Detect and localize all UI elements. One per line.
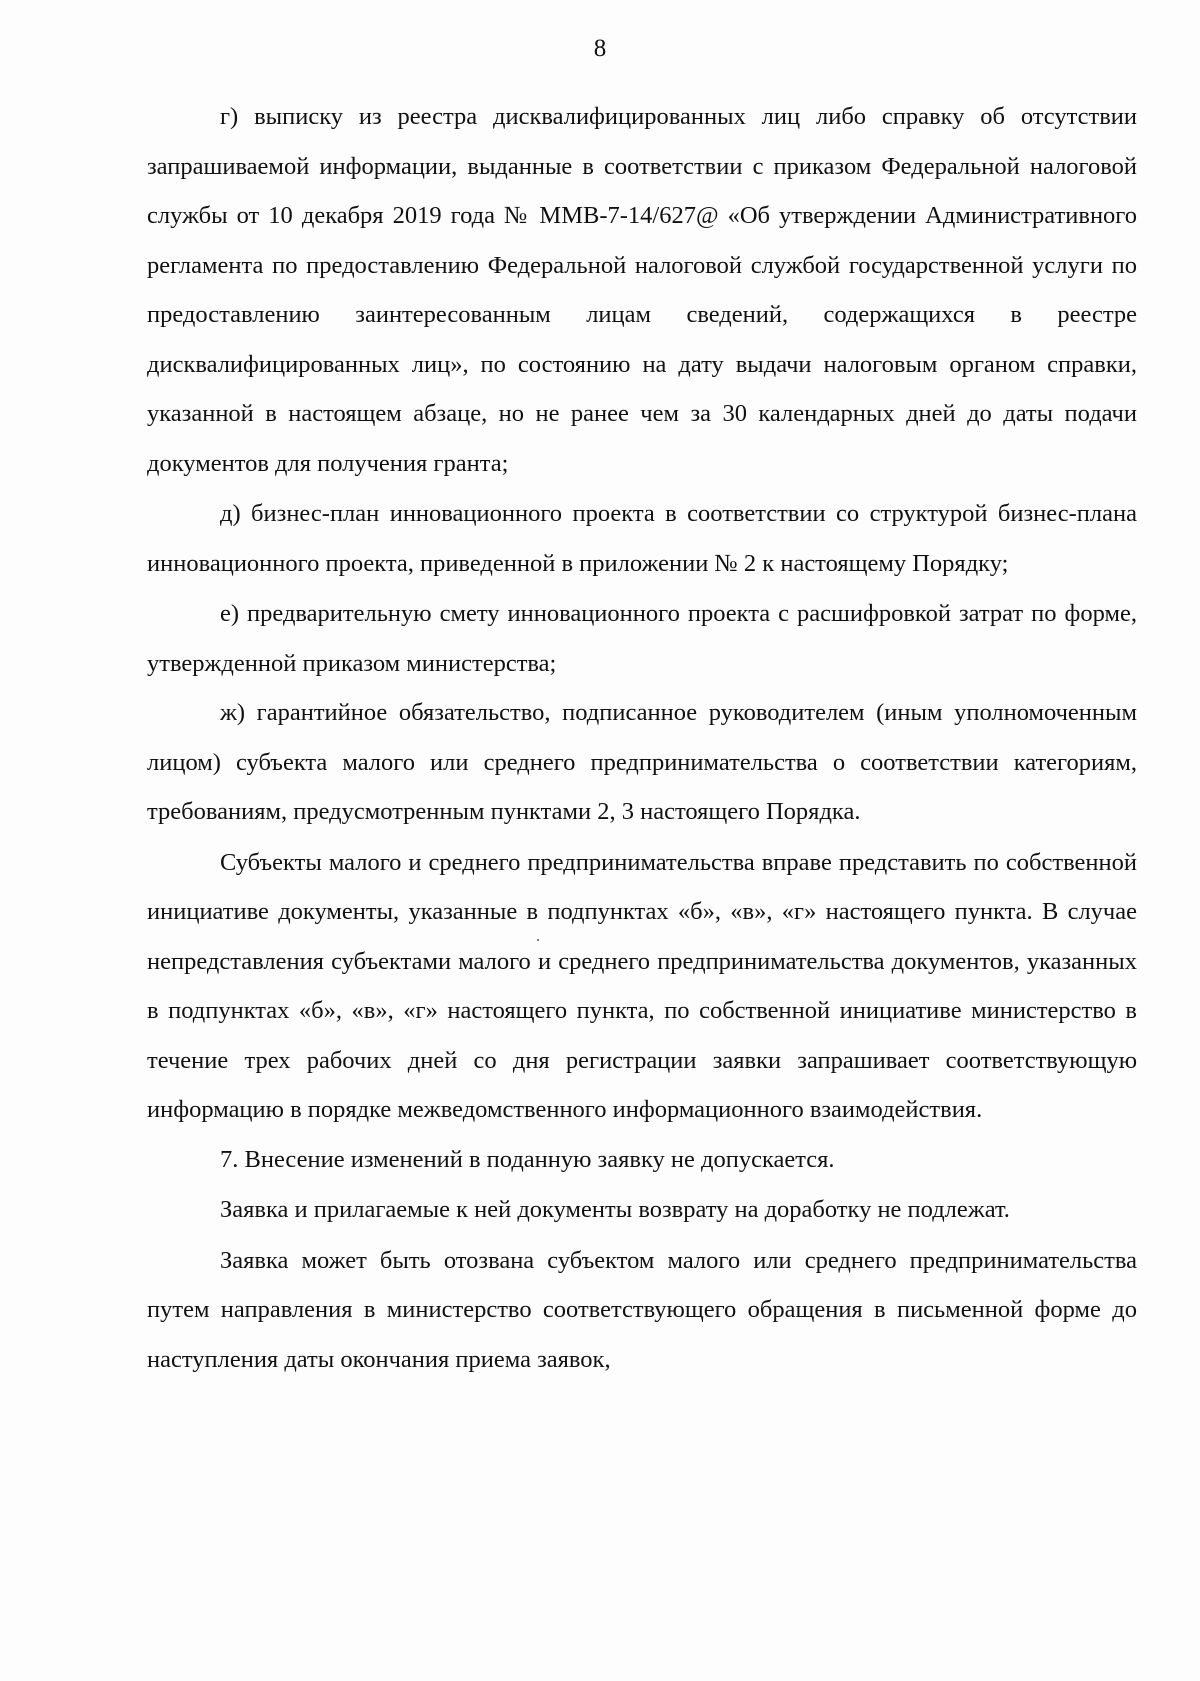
- paragraph-optional-documents: Субъекты малого и среднего предпринимательства вправе представить по собственной инициативе документы, указанные в подпунктах «б», «в», «г» настоящего пункта. В случае непредставления субъектами малого и среднего предпринимательства документов, указанных в подпунктах «б», «в», «г» настоящего пункта, по собственной инициативе министерство в течение трех рабочих дней со дня регистрации заявки запрашивает соответствующую информацию в порядке межведомственного информационного взаимодействия.: [147, 848, 1137, 1123]
- scan-speck: [537, 939, 539, 941]
- paragraph-item-e: е) предварительную смету инновационного проекта с расшифровкой затрат по форме, утвержденной приказом министерства;: [147, 600, 1137, 677]
- paragraph-withdrawal: Заявка может быть отозвана субъектом малого или среднего предпринимательства путем направления в министерство соответствующего обращения в письменной форме до наступления даты окончания приема заявок,: [147, 1246, 1137, 1373]
- paragraph-clause-7: 7. Внесение изменений в поданную заявку не допускается.: [220, 1145, 835, 1173]
- paragraph-item-zh: ж) гарантийное обязательство, подписанное руководителем (иным уполномоченным лицом) субъекта малого или среднего предпринимательства о соответствии категориям, требованиям, предусмотренным пунктами 2, 3 настоящего Порядка.: [147, 699, 1137, 825]
- page-number: 8: [593, 35, 607, 62]
- paragraph-no-return: Заявка и прилагаемые к ней документы возврату на доработку не подлежат.: [220, 1196, 1010, 1223]
- paragraph-item-g: г) выписку из реестра дисквалифицированных лиц либо справку об отсутствии запрашиваемой информации, выданные в соответствии с приказом Федеральной налоговой службы от 10 декабря 2019 года № ММВ-7-14/627@ «Об утверждении Административного регламента по предоставлению Федеральной налоговой службой государственной услуги по предоставлению заинтересованным лицам сведений, содержащихся в реестре дисквалифицированных лиц», по состоянию на дату выдачи налоговым органом справки, указанной в настоящем абзаце, но не ранее чем за 30 календарных дней до даты подачи документов для получения гранта;: [147, 103, 1137, 477]
- document-body: [147, 92, 1137, 1384]
- paragraph-item-d: д) бизнес-план инновационного проекта в соответствии со структурой бизнес-плана инновационного проекта, приведенной в приложении № 2 к настоящему Порядку;: [147, 500, 1137, 577]
